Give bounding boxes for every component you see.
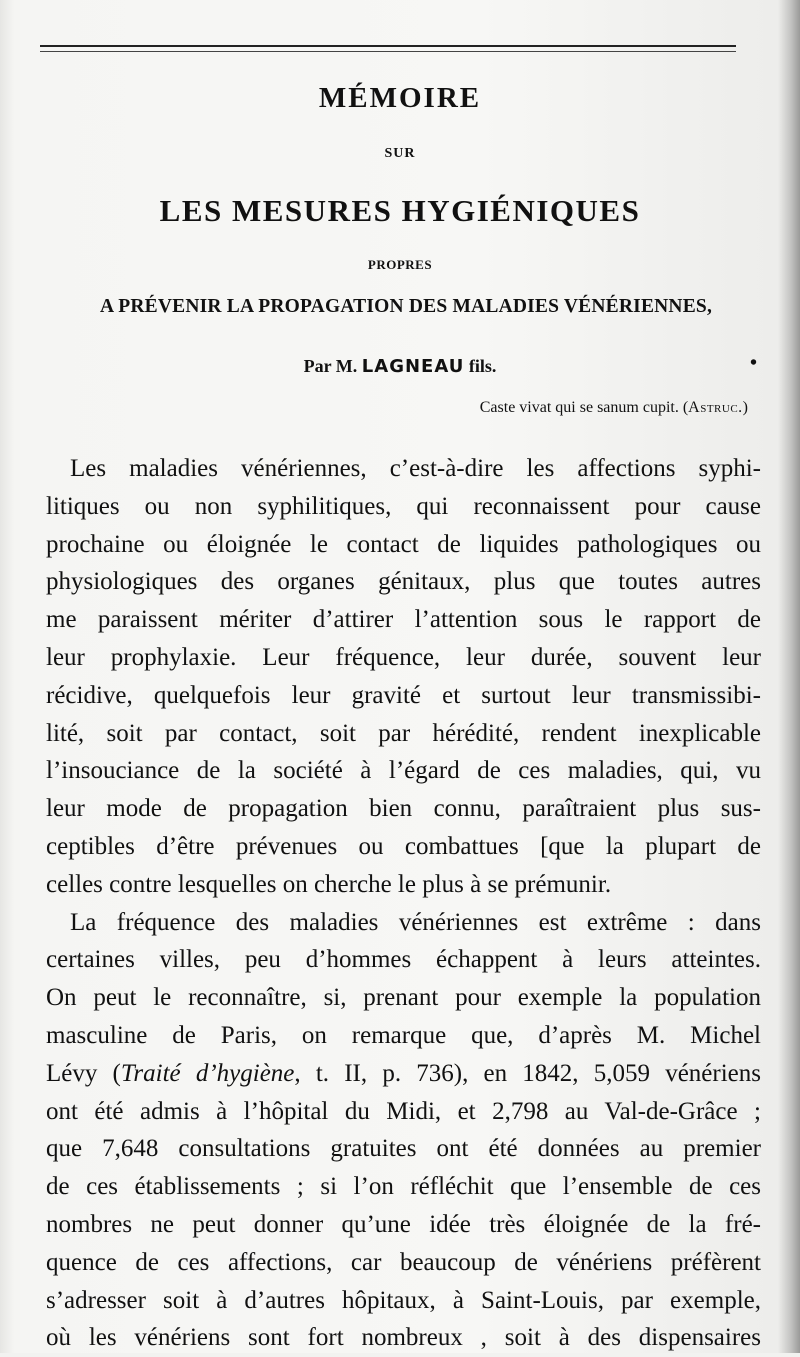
body-line: de ces établissements ; si l’on réfléchit que l’ensemble de ces — [46, 1173, 761, 1201]
author-name: LAGNEAU — [361, 356, 465, 377]
body-line: physiologiques des organes génitaux, plus que toutes autres — [46, 568, 761, 596]
body-line: leur mode de propagation bien connu, paraîtraient plus sus- — [46, 795, 761, 823]
levy-pre: Lévy ( — [46, 1059, 121, 1087]
body-line: ont été admis à l’hôpital du Midi, et 2,798 au Val-de-Grâce ; — [46, 1097, 761, 1125]
body-line: masculine de Paris, on remarque que, d’après M. Michel — [46, 1021, 761, 1049]
body-line: litiques ou non syphilitiques, qui reconnaissent pour cause — [46, 492, 761, 520]
body-line: récidive, quelquefois leur gravité et surtout leur transmissibi- — [46, 681, 761, 709]
body-line: me paraissent mériter d’attirer l’attention sous le rapport de — [46, 606, 761, 634]
body-line: La fréquence des maladies vénériennes est extrême : dans — [70, 908, 761, 936]
epigraph-source: Astruc. — [688, 399, 743, 416]
doc-title-sur: SUR — [384, 146, 416, 161]
epigraph-text: Caste vivat qui se sanum cupit. ( — [479, 399, 689, 416]
header-rule-thin — [40, 51, 736, 52]
author-prefix: Par M. — [303, 356, 358, 376]
author-line — [0, 356, 800, 377]
doc-title-propres: PROPRES — [367, 257, 433, 272]
doc-purpose: A PRÉVENIR LA PROPAGATION DES MALADIES VÉNÉRIENNES, — [99, 296, 713, 317]
header-rule-thick — [40, 45, 736, 47]
body-line: Les maladies vénériennes, c’est-à-dire les affections syphi- — [70, 455, 761, 482]
body-line: où les vénériens sont fort nombreux , soit à des dispensaires — [46, 1324, 761, 1352]
body-line: s’adresser soit à d’autres hôpitaux, à Saint-Louis, par exemple, — [46, 1286, 761, 1314]
body-line: certaines villes, peu d’hommes échappent à leurs atteintes. — [46, 946, 761, 974]
author-suffix: fils. — [468, 356, 497, 376]
body-line: ceptibles d’être prévenues ou combattues [que la plupart de — [46, 832, 761, 860]
print-speck: • — [750, 352, 758, 374]
body-line: leur prophylaxie. Leur fréquence, leur durée, souvent leur — [46, 643, 761, 671]
body-line: nombres ne peut donner qu’une idée très éloignée de la fré- — [46, 1210, 761, 1238]
body-line: lité, soit par contact, soit par hérédité, rendent inexplicable — [46, 719, 761, 747]
body-line: que 7,648 consultations gratuites ont été données au premier — [46, 1135, 761, 1163]
body-text — [46, 450, 761, 1357]
body-line: celles contre lesquelles on cherche le plus à se prémunir. — [46, 870, 612, 898]
levy-post: , t. II, p. 736), en 1842, 5,059 vénériens — [294, 1059, 761, 1087]
body-line: prochaine ou éloignée le contact de liquides pathologiques ou — [46, 530, 761, 558]
epigraph — [480, 399, 748, 417]
body-line: l’insouciance de la société à l’égard de ces maladies, qui, vu — [46, 757, 761, 785]
epigraph-close: ) — [742, 399, 748, 416]
body-line: quence de ces affections, car beaucoup de vénériens préfèrent — [46, 1248, 761, 1276]
doc-title: MÉMOIRE — [318, 82, 482, 114]
levy-italic-title: Traité d’hygiène — [120, 1059, 295, 1087]
body-line-levy — [46, 1055, 761, 1093]
body-line: On peut le reconnaître, si, prenant pour exemple la population — [46, 984, 761, 1012]
doc-subject: LES MESURES HYGIÉNIQUES — [159, 193, 641, 228]
